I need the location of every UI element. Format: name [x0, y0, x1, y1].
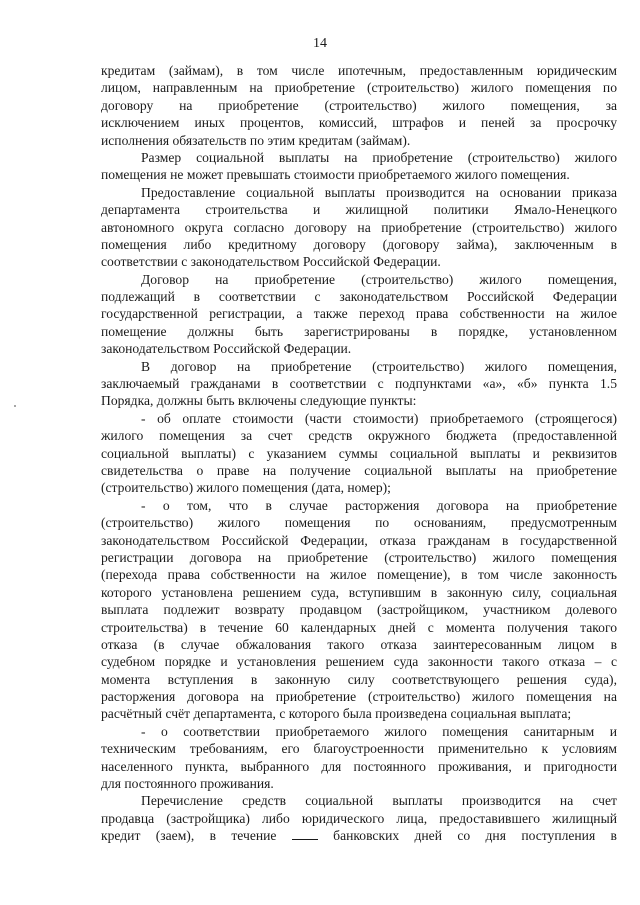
text-line: судебном порядке и установления решением суда законности такого отказа – с — [101, 654, 617, 670]
text-line: - об оплате стоимости (части стоимости) приобретаемого (строящегося) — [141, 410, 617, 426]
text-line: Размер социальной выплаты на приобретение (строительство) жилого — [141, 149, 617, 165]
text-line: отказа (в случае обжалования такого отказа заинтересованным лицом в — [101, 636, 617, 652]
text-line: Договор на приобретение (строительство) жилого помещения, — [141, 271, 617, 287]
text-line: Перечисление средств социальной выплаты производится на счет — [141, 793, 617, 809]
text-line: законодательством Российской Федерации, отказа гражданам в государственной — [101, 532, 617, 548]
text-line: социальной выплаты) с указанием суммы социальной выплаты и реквизитов — [101, 445, 617, 461]
text-line: подлежащий в соответствии с законодательством Российской Федерации — [101, 289, 617, 305]
text-line: расторжения договора на приобретение (строительство) жилого помещения на — [101, 689, 617, 705]
text-line: исключением иных процентов, комиссий, штрафов и пеней за просрочку — [101, 115, 617, 131]
text-line: соответствии с законодательством Российской Федерации. — [101, 254, 441, 270]
text-line: законодательством Российской Федерации. — [101, 341, 352, 357]
text-line: регистрации договора на приобретение (строительство) жилого помещения — [101, 549, 617, 565]
text-line: - о том, что в случае расторжения договора на приобретение — [141, 497, 617, 513]
blank-field — [292, 827, 318, 840]
text-fragment: кредит (заем), в течение — [101, 828, 277, 844]
text-line: свидетельства о праве на получение социальной выплаты на приобретение — [101, 462, 617, 478]
text-line: выплата подлежит возврату продавцом (застройщиком, участником долевого — [101, 602, 617, 618]
text-line: (перехода права собственности на жилое помещение), в том числе законность — [101, 567, 617, 583]
text-line: В договор на приобретение (строительство) жилого помещения, — [141, 358, 617, 374]
text-line: Порядка, должны быть включены следующие пункты: — [101, 393, 417, 409]
text-line: Предоставление социальной выплаты производится на основании приказа — [141, 184, 617, 200]
text-line: департамента строительства и жилищной политики Ямало-Ненецкого — [101, 202, 617, 218]
text-line: продавца (застройщика) либо юридического лица, предоставившего жилищный — [101, 810, 617, 826]
text-line: которого установлена решением суда, вступившим в законную силу, социальная — [101, 584, 617, 600]
text-line-final — [101, 827, 617, 844]
text-line: помещения не может превышать стоимости приобретаемого жилого помещения. — [101, 167, 570, 183]
text-line: строительства) в течение 60 календарных дней с момента получения такого — [101, 619, 617, 635]
margin-mark — [14, 405, 16, 407]
text-line: исполнения обязательств по этим кредитам (займам). — [101, 132, 411, 148]
text-fragment: банковских дней со дня поступления в — [333, 828, 617, 844]
page-number: 14 — [313, 36, 327, 51]
text-line: - о соответствии приобретаемого жилого помещения санитарным и — [141, 723, 617, 739]
text-line: техническим требованиям, его благоустроенности применительно к условиям — [101, 741, 617, 757]
text-line: автономного округа согласно договору на приобретение (строительство) жилого — [101, 219, 617, 235]
text-line: заключаемый гражданами в соответствии с подпунктами «а», «б» пункта 1.5 — [101, 376, 617, 392]
text-line: помещения либо кредитному договору (договору займа), заключенным в — [101, 236, 617, 252]
text-line: момента вступления в законную силу соответствующего решения суда), — [101, 671, 617, 687]
text-line: лицом, направленным на приобретение (строительство) жилого помещения по — [101, 80, 617, 96]
text-line: договору на приобретение (строительство) жилого помещения, за — [101, 97, 617, 113]
text-line: (строительство) жилого помещения (дата, номер); — [101, 480, 391, 496]
text-line: помещение должны быть зарегистрированы в порядке, установленном — [101, 323, 617, 339]
text-line: расчётный счёт департамента, с которого была произведена социальная выплата; — [101, 706, 572, 722]
text-line: государственной регистрации, а также переход права собственности на жилое — [101, 306, 617, 322]
body-text — [101, 62, 617, 845]
text-line: для постоянного проживания. — [101, 776, 274, 792]
text-line: населенного пункта, выбранного для постоянного проживания, и пригодности — [101, 758, 617, 774]
text-line: кредитам (займам), в том числе ипотечным, предоставленным юридическим — [101, 63, 617, 78]
text-line: (строительство) жилого помещения по основаниям, предусмотренным — [101, 515, 617, 531]
text-line: жилого помещения за счет средств окружного бюджета (предоставленной — [101, 428, 617, 444]
